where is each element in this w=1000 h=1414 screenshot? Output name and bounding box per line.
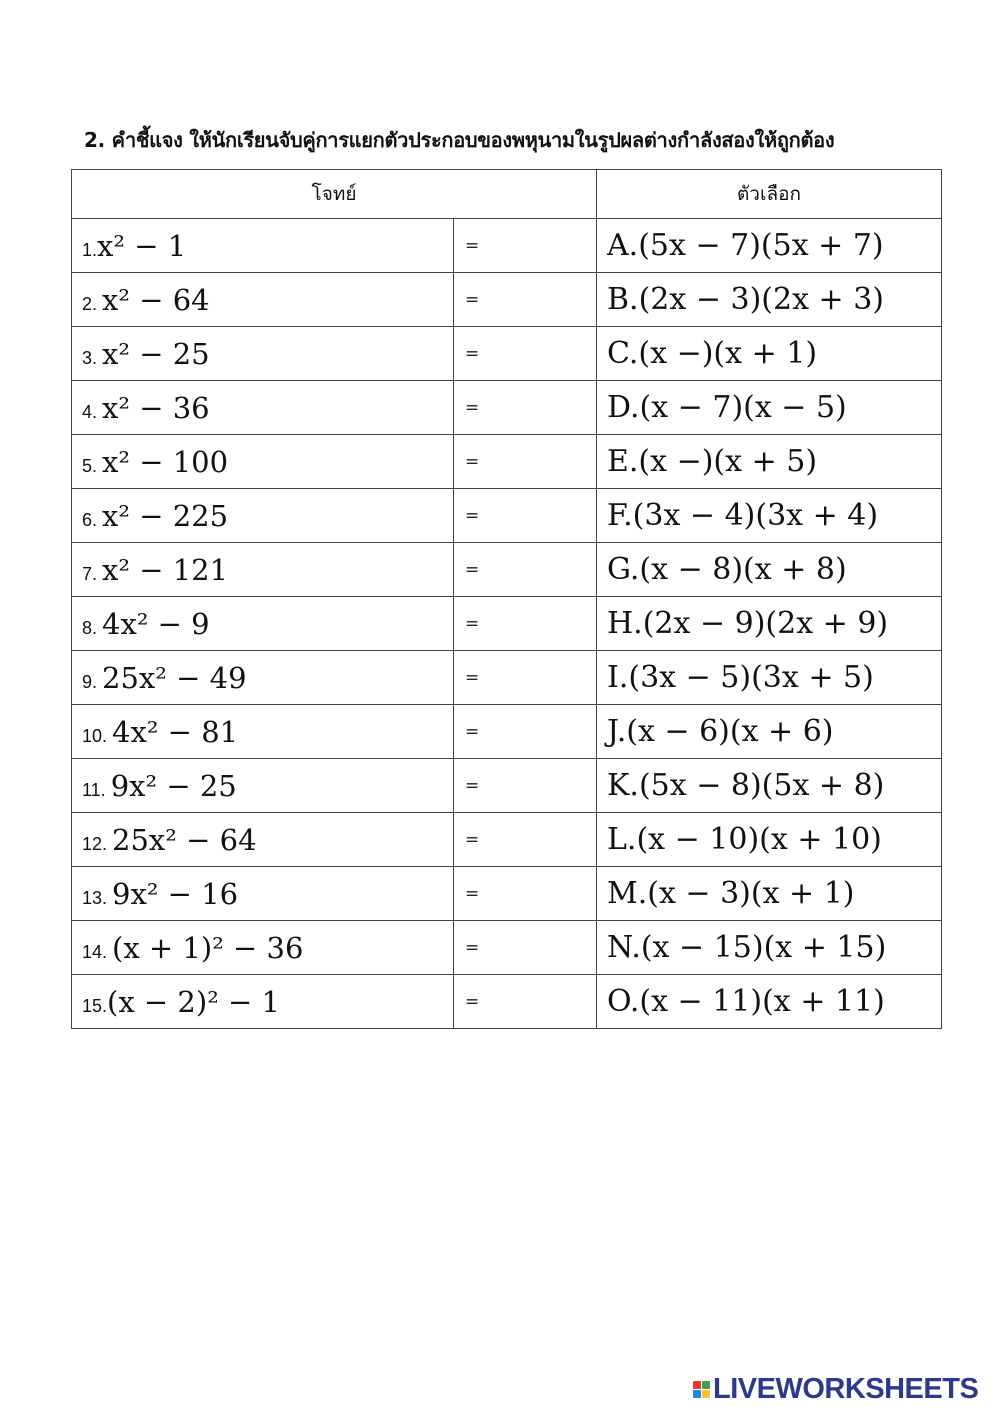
table-row	[72, 435, 942, 489]
question-cell	[72, 597, 454, 651]
question-cell	[72, 273, 454, 327]
choice-option: D.(x − 7)(x − 5)	[607, 390, 847, 425]
answer-blank[interactable]: =	[454, 651, 597, 705]
question-expression: 9x² − 25	[110, 768, 237, 803]
question-number: 5.	[82, 455, 103, 476]
question-expression: 25x² − 64	[112, 822, 257, 857]
table-row	[72, 867, 942, 921]
question-expression: x² − 100	[102, 444, 229, 479]
choice-option: J.(x − 6)(x + 6)	[607, 714, 834, 749]
choice-option: O.(x − 11)(x + 11)	[607, 984, 885, 1019]
question-number: 3.	[82, 347, 103, 368]
question-expression: 25x² − 49	[102, 660, 247, 695]
table-body	[72, 219, 942, 1029]
choice-option: H.(2x − 9)(2x + 9)	[607, 606, 889, 641]
answer-blank[interactable]: =	[454, 759, 597, 813]
question-number: 10.	[82, 725, 113, 746]
question-expression: 4x² − 9	[102, 606, 210, 641]
table-row	[72, 219, 942, 273]
question-expression: x² − 225	[102, 498, 229, 533]
question-cell	[72, 543, 454, 597]
choice-option: E.(x −)(x + 5)	[607, 444, 818, 479]
choice-cell	[597, 327, 942, 381]
table-header-row	[72, 170, 942, 219]
question-expression: x² − 1	[97, 228, 187, 263]
choice-option: G.(x − 8)(x + 8)	[607, 552, 847, 587]
table-row	[72, 921, 942, 975]
answer-blank[interactable]: =	[454, 975, 597, 1029]
answer-blank[interactable]: =	[454, 543, 597, 597]
question-cell	[72, 327, 454, 381]
choice-cell	[597, 381, 942, 435]
question-cell	[72, 651, 454, 705]
question-cell	[72, 381, 454, 435]
choice-option: A.(5x − 7)(5x + 7)	[607, 228, 884, 263]
table-row	[72, 597, 942, 651]
choice-option: L.(x − 10)(x + 10)	[607, 822, 882, 857]
answer-blank[interactable]: =	[454, 273, 597, 327]
header-question: โจทย์	[72, 170, 597, 219]
question-number: 12.	[82, 833, 113, 854]
choice-option: M.(x − 3)(x + 1)	[607, 876, 855, 911]
choice-cell	[597, 921, 942, 975]
question-cell	[72, 921, 454, 975]
table-row	[72, 651, 942, 705]
choice-cell	[597, 705, 942, 759]
choice-option: B.(2x − 3)(2x + 3)	[607, 282, 885, 317]
question-expression: (x − 2)² − 1	[107, 984, 281, 1019]
question-number: 6.	[82, 509, 103, 530]
question-cell	[72, 813, 454, 867]
table-row	[72, 543, 942, 597]
choice-cell	[597, 813, 942, 867]
matching-table	[71, 169, 942, 1029]
answer-blank[interactable]: =	[454, 219, 597, 273]
question-number: 4.	[82, 401, 103, 422]
question-cell	[72, 867, 454, 921]
table-row	[72, 489, 942, 543]
table-row	[72, 273, 942, 327]
header-choices: ตัวเลือก	[597, 170, 942, 219]
answer-blank[interactable]: =	[454, 867, 597, 921]
table-row	[72, 327, 942, 381]
choice-cell	[597, 651, 942, 705]
choice-cell	[597, 597, 942, 651]
question-cell	[72, 975, 454, 1029]
question-expression: (x + 1)² − 36	[112, 930, 304, 965]
instruction-text: 2. คำชี้แจง ให้นักเรียนจับคู่การแยกตัวประกอบของพหุนามในรูปผลต่างกำลังสองให้ถูกต้อง	[84, 128, 835, 152]
answer-blank[interactable]: =	[454, 921, 597, 975]
choice-cell	[597, 489, 942, 543]
table-row	[72, 705, 942, 759]
question-number: 11.	[82, 779, 111, 800]
question-cell	[72, 435, 454, 489]
question-number: 9.	[82, 671, 103, 692]
choice-option: F.(3x − 4)(3x + 4)	[607, 498, 879, 533]
question-number: 1.	[82, 239, 98, 260]
answer-blank[interactable]: =	[454, 381, 597, 435]
question-number: 8.	[82, 617, 103, 638]
table-row	[72, 975, 942, 1029]
liveworksheets-logo-icon	[693, 1381, 710, 1398]
question-expression: x² − 36	[102, 390, 210, 425]
choice-cell	[597, 975, 942, 1029]
liveworksheets-logo	[693, 1372, 978, 1406]
question-cell	[72, 759, 454, 813]
question-expression: 4x² − 81	[112, 714, 239, 749]
choice-option: I.(3x − 5)(3x + 5)	[607, 660, 874, 695]
answer-blank[interactable]: =	[454, 597, 597, 651]
question-number: 7.	[82, 563, 103, 584]
table-row	[72, 813, 942, 867]
choice-cell	[597, 273, 942, 327]
question-number: 13.	[82, 887, 113, 908]
question-cell	[72, 219, 454, 273]
table-row	[72, 381, 942, 435]
question-expression: x² − 64	[102, 282, 210, 317]
answer-blank[interactable]: =	[454, 435, 597, 489]
question-cell	[72, 705, 454, 759]
choice-cell	[597, 867, 942, 921]
logo-text: LIVEWORKSHEETS	[713, 1372, 979, 1405]
choice-cell	[597, 759, 942, 813]
answer-blank[interactable]: =	[454, 489, 597, 543]
choice-option: C.(x −)(x + 1)	[607, 336, 818, 371]
question-expression: x² − 25	[102, 336, 210, 371]
choice-cell	[597, 219, 942, 273]
question-number: 15.	[82, 995, 108, 1016]
choice-option: K.(5x − 8)(5x + 8)	[607, 768, 885, 803]
answer-blank[interactable]: =	[454, 705, 597, 759]
choice-cell	[597, 435, 942, 489]
question-expression: x² − 121	[102, 552, 229, 587]
choice-cell	[597, 543, 942, 597]
question-number: 2.	[82, 293, 103, 314]
question-expression: 9x² − 16	[112, 876, 239, 911]
answer-blank[interactable]: =	[454, 327, 597, 381]
choice-option: N.(x − 15)(x + 15)	[607, 930, 887, 965]
question-number: 14.	[82, 941, 113, 962]
answer-blank[interactable]: =	[454, 813, 597, 867]
question-cell	[72, 489, 454, 543]
table-row	[72, 759, 942, 813]
